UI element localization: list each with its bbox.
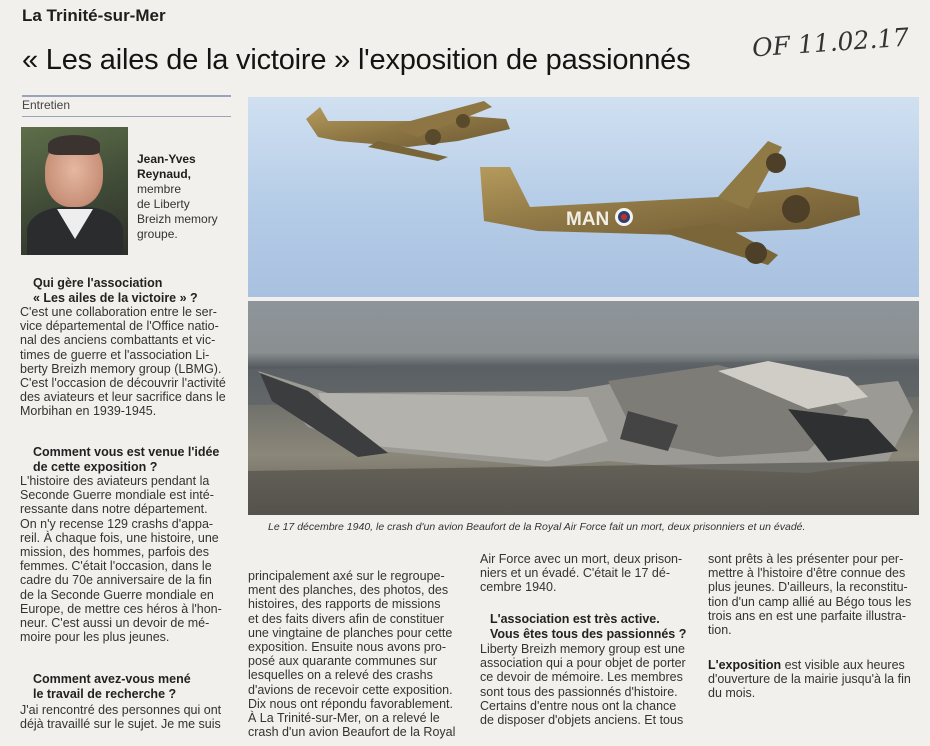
answer-line: association qui a pour objet de porter bbox=[480, 656, 686, 671]
answer-3-col1 bbox=[20, 703, 232, 731]
answer-line: d'avions de recevoir cette exposition. bbox=[248, 682, 453, 697]
closing-line: du mois. bbox=[708, 686, 756, 701]
answer-line: cembre 1940. bbox=[480, 580, 557, 595]
answer-3-col2 bbox=[248, 569, 462, 739]
answer-line: Liberty Breizh memory group est une bbox=[480, 642, 685, 656]
answer-line: On n'y recense 129 crashs d'appa- bbox=[20, 516, 214, 531]
answer-line: C'est l'occasion de découvrir l'activité bbox=[20, 376, 226, 391]
question-line: L'association est très active. bbox=[490, 612, 660, 626]
answer-line: reil. À chaque fois, une histoire, une bbox=[20, 530, 219, 545]
answer-line: des aviateurs et leur sacrifice dans le bbox=[20, 390, 226, 405]
answer-line: une vingtaine de planches pour cette bbox=[248, 625, 453, 640]
answer-line: berty Breizh memory group (LBMG). bbox=[20, 361, 222, 376]
interviewee-name-2: Reynaud, bbox=[137, 167, 192, 181]
answer-line: crash d'un avion Beaufort de la Royal bbox=[248, 725, 456, 740]
answer-line: ce devoir de mémoire. Les membres bbox=[480, 670, 683, 685]
closing-line: d'ouverture de la mairie jusqu'à la fin bbox=[708, 672, 911, 687]
answer-line: vice départemental de l'Office natio- bbox=[20, 319, 219, 334]
answer-line: nal des anciens combattants et vic- bbox=[20, 333, 216, 348]
question-line: « Les ailes de la victoire » ? bbox=[33, 290, 198, 305]
interviewee-bio bbox=[137, 152, 237, 242]
answer-line: ressante dans notre département. bbox=[20, 502, 208, 517]
answer-line: ment des planches, des photos, des bbox=[248, 583, 449, 598]
large-bomber bbox=[480, 141, 860, 265]
interviewee-portrait bbox=[21, 127, 128, 255]
answer-line: mission, des hommes, parfois des bbox=[20, 545, 209, 560]
answer-line: C'est une collaboration entre le ser- bbox=[20, 305, 217, 319]
closing-paragraph bbox=[708, 658, 920, 701]
section-rule-bottom bbox=[22, 116, 231, 117]
article-headline: « Les ailes de la victoire » l'exposition de passionnés bbox=[22, 44, 691, 76]
answer-line: neur. C'est aussi un devoir de mé- bbox=[20, 616, 210, 631]
answer-4-col3 bbox=[480, 642, 692, 727]
interviewee-role: de Liberty bbox=[137, 197, 190, 211]
answer-line: Air Force avec un mort, deux prison- bbox=[480, 552, 683, 566]
portrait-hair bbox=[48, 135, 100, 155]
bombers-in-flight-photo bbox=[248, 97, 919, 297]
interviewee-name-1: Jean-Yves bbox=[137, 152, 196, 166]
answer-line: J'ai rencontré des personnes qui ont bbox=[20, 703, 222, 717]
answer-line: Seconde Guerre mondiale est inté- bbox=[20, 488, 214, 503]
answer-line: mettre à l'histoire d'être connue des bbox=[708, 566, 906, 581]
answer-line: niers et un évadé. C'était le 17 dé- bbox=[480, 566, 671, 581]
answer-line: cadre du 70e anniversaire de la fin bbox=[20, 573, 212, 588]
answer-line: tion. bbox=[708, 623, 732, 638]
interviewee-role: Breizh memory bbox=[137, 212, 218, 226]
answer-line: posé aux quarante communes sur bbox=[248, 654, 437, 669]
question-1 bbox=[33, 276, 198, 305]
answer-line: et des faits divers afin de constituer bbox=[248, 611, 444, 626]
answer-line: lesquelles on a relevé des crashs bbox=[248, 668, 433, 683]
answer-line: sont tous des passionnés d'histoire. bbox=[480, 684, 678, 699]
bombers-illustration bbox=[248, 97, 919, 297]
answer-line: de disposer d'objets anciens. Et tous bbox=[480, 713, 684, 728]
question-line: Vous êtes tous des passionnés ? bbox=[490, 626, 687, 641]
answer-line: sont prêts à les présenter pour per- bbox=[708, 552, 904, 566]
answer-line: principalement axé sur le regroupe- bbox=[248, 569, 445, 583]
answer-line: plus jeunes. D'ailleurs, la reconstitu- bbox=[708, 580, 908, 595]
answer-line: times de guerre et l'association Li- bbox=[20, 347, 210, 362]
answer-line: femmes. C'était l'occasion, dans le bbox=[20, 559, 212, 574]
photo-caption: Le 17 décembre 1940, le crash d'un avion Beaufort de la Royal Air Force fait un mort, deux prisonniers et un évadé. bbox=[268, 521, 806, 533]
closing-strong: L'exposition bbox=[708, 658, 782, 672]
answer-line: moire pour les plus jeunes. bbox=[20, 630, 170, 645]
question-4 bbox=[490, 612, 686, 641]
closing-line-1 bbox=[708, 658, 920, 672]
crash-illustration bbox=[248, 301, 919, 515]
answer-4-col4 bbox=[708, 552, 920, 637]
answer-line: tion d'un camp allié au Bégo tous les bbox=[708, 594, 912, 609]
question-2 bbox=[33, 445, 219, 474]
answer-line: trois ans en est une parfaite illustra- bbox=[708, 608, 907, 623]
answer-line: déjà travaillé sur le sujet. Je me suis bbox=[20, 717, 221, 732]
question-line: de cette exposition ? bbox=[33, 459, 158, 474]
small-bomber bbox=[306, 101, 510, 161]
answer-line: À La Trinité-sur-Mer, on a relevé le bbox=[248, 711, 440, 726]
closing-rest: est visible aux heures bbox=[781, 658, 905, 672]
question-3 bbox=[33, 672, 191, 701]
answer-line: histoires, des rapports de missions bbox=[248, 597, 441, 612]
question-line: Qui gère l'association bbox=[33, 276, 163, 290]
article-kicker: La Trinité-sur-Mer bbox=[22, 6, 166, 25]
interviewee-role: membre bbox=[137, 182, 182, 196]
section-rule-top bbox=[22, 95, 231, 97]
handwritten-date-note: OF 11.02.17 bbox=[751, 22, 910, 63]
answer-line: Morbihan en 1939-1945. bbox=[20, 404, 157, 419]
plane-code-marking: MAN bbox=[566, 209, 610, 230]
answer-1 bbox=[20, 305, 232, 419]
answer-line: Europe, de mettre ces héros à l'hon- bbox=[20, 601, 222, 616]
answer-2 bbox=[20, 474, 232, 644]
question-line: Comment vous est venue l'idée bbox=[33, 445, 220, 459]
question-line: Comment avez-vous mené bbox=[33, 672, 191, 686]
answer-3-col3 bbox=[480, 552, 692, 595]
question-line: le travail de recherche ? bbox=[33, 686, 177, 701]
answer-line: L'histoire des aviateurs pendant la bbox=[20, 474, 210, 488]
interviewee-role: groupe. bbox=[137, 227, 178, 241]
answer-line: exposition. Ensuite nous avons pro- bbox=[248, 640, 447, 655]
section-label: Entretien bbox=[22, 98, 71, 112]
answer-line: Dix nous ont répondu favorablement. bbox=[248, 696, 453, 711]
beaufort-crash-photo bbox=[248, 301, 919, 515]
answer-line: Certains d'entre nous ont la chance bbox=[480, 698, 677, 713]
answer-line: de la Seconde Guerre mondiale en bbox=[20, 587, 214, 602]
